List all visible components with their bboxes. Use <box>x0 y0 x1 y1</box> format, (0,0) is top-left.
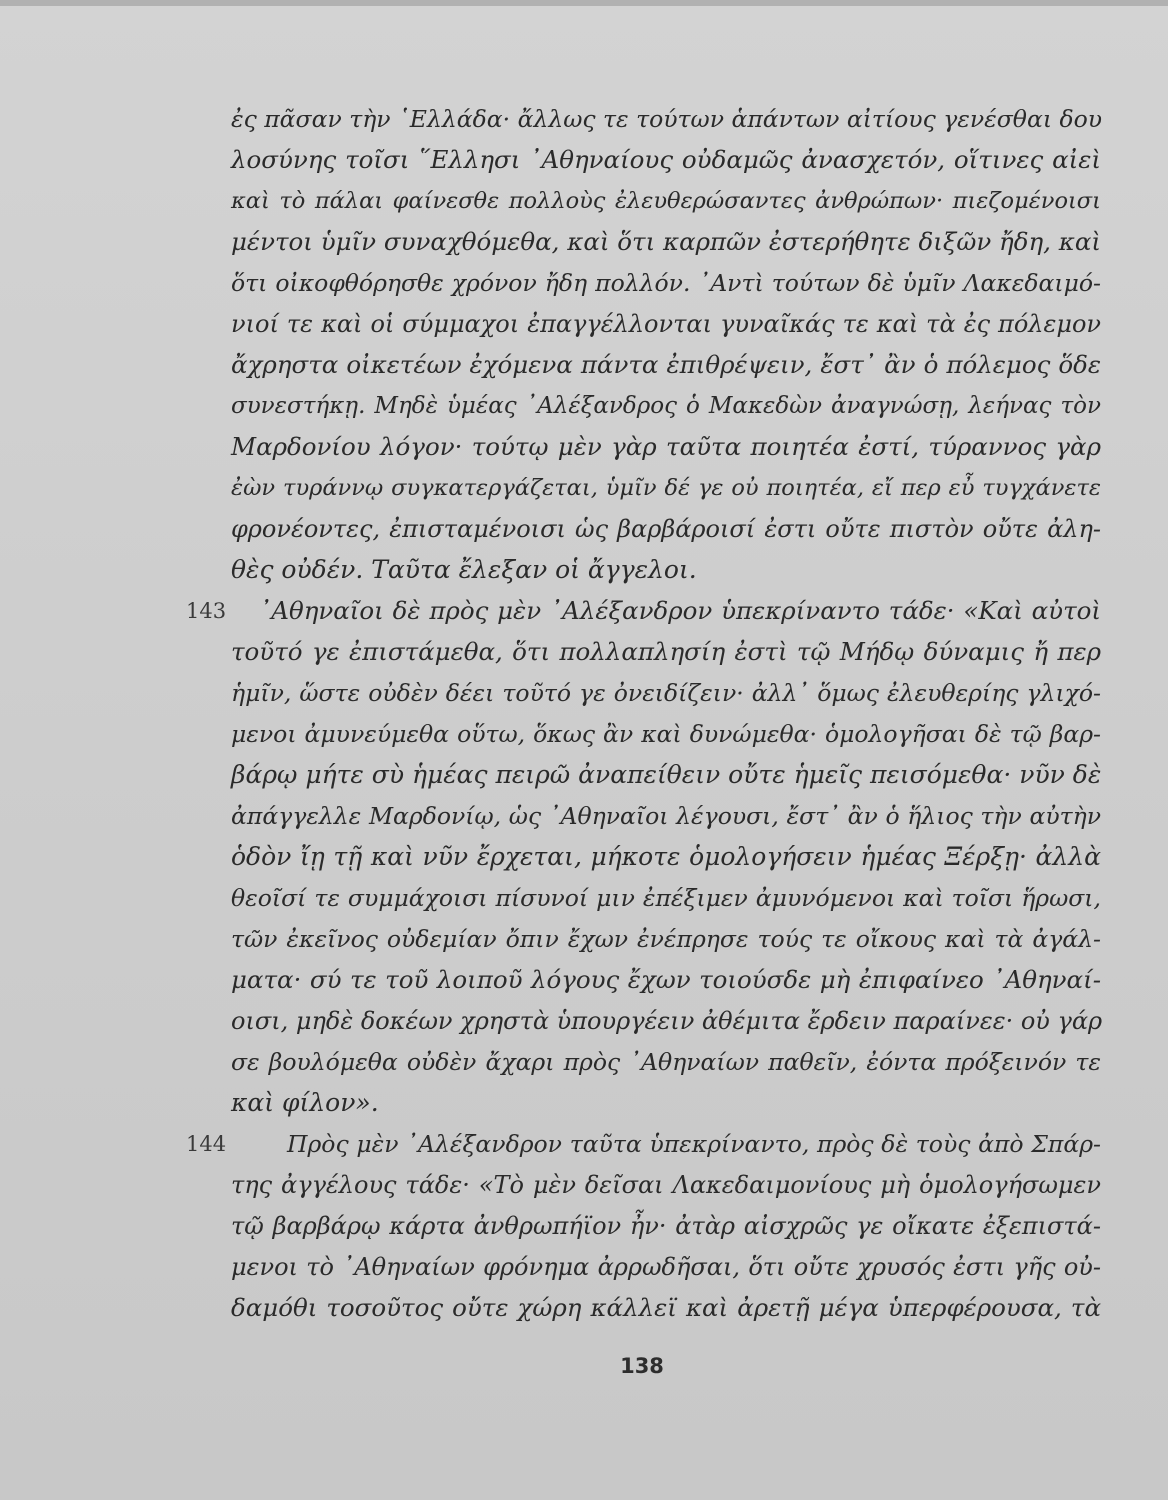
text-line: συνεστήκῃ. Μηδὲ ὑμέας ᾿Αλέξανδρος ὁ Μακεδὼν ἀναγνώσῃ, λεήνας τὸν <box>231 393 1101 419</box>
text-line: ἄχρηστα οἰκετέων ἐχόμενα πάντα ἐπιθρέψειν, ἔστ᾿ ἂν ὁ πόλεμος ὅδε <box>231 350 1101 379</box>
text-line: τοῦτό γε ἐπιστάμεθα, ὅτι πολλαπλησίη ἐστὶ τῷ Μήδῳ δύναμις ἤ περ <box>231 637 1101 666</box>
text-line: λοσύνης τοῖσι ῞Ελλησι ᾿Αθηναίους οὐδαμῶς ἀνασχετόν, οἵτινες αἰεὶ <box>231 145 1101 174</box>
text-line: καὶ φίλον». <box>231 1088 379 1117</box>
text-line: δαμόθι τοσοῦτος οὔτε χώρη κάλλεϊ καὶ ἀρετῇ μέγα ὑπερφέρουσα, τὰ <box>231 1293 1101 1322</box>
text-line: ἐς πᾶσαν τὴν ῾Ελλάδα· ἄλλως τε τούτων ἁπάντων αἰτίους γενέσθαι δου <box>231 105 1103 133</box>
text-line: της ἀγγέλους τάδε· «Τὸ μὲν δεῖσαι Λακεδαιμονίους μὴ ὁμολογήσωμεν <box>231 1171 1101 1199</box>
text-line: τῶν ἐκεῖνος οὐδεμίαν ὄπιν ἔχων ἐνέπρησε τούς τε οἴκους καὶ τὰ ἀγάλ- <box>231 925 1101 953</box>
text-line: θὲς οὐδέν. Ταῦτα ἔλεξαν οἱ ἄγγελοι. <box>231 555 697 584</box>
page-top-edge <box>0 0 1168 6</box>
section-number-143: 143 <box>186 599 227 623</box>
section-number-144: 144 <box>186 1132 227 1156</box>
text-line: καὶ τὸ πάλαι φαίνεσθε πολλοὺς ἐλευθερώσαντες ἀνθρώπων· πιεζομένοισι <box>231 188 1101 214</box>
text-line: μενοι τὸ ᾿Αθηναίων φρόνημα ἀρρωδῆσαι, ὅτι οὔτε χρυσός ἐστι γῆς οὐ- <box>231 1253 1101 1281</box>
text-line: ὁδὸν ἴῃ τῇ καὶ νῦν ἔρχεται, μήκοτε ὁμολογήσειν ἡμέας Ξέρξῃ· ἀλλὰ <box>231 842 1101 871</box>
text-line: ὅτι οἰκοφθόρησθε χρόνον ἤδη πολλόν. ᾿Αντὶ τούτων δὲ ὑμῖν Λακεδαιμό- <box>231 269 1101 297</box>
text-line: ματα· σύ τε τοῦ λοιποῦ λόγους ἔχων τοιούσδε μὴ ἐπιφαίνεο ᾿Αθηναί- <box>231 965 1101 994</box>
text-line: τῷ βαρβάρῳ κάρτα ἀνθρωπήϊον ἦν· ἀτὰρ αἰσχρῶς γε οἴκατε ἐξεπιστά- <box>231 1212 1101 1240</box>
text-line: φρονέοντες, ἐπισταμένοισι ὡς βαρβάροισί ἐστι οὔτε πιστὸν οὔτε ἀλη- <box>231 515 1101 543</box>
text-line: μενοι ἀμυνεύμεθα οὕτω, ὅκως ἂν καὶ δυνώμεθα· ὁμολογῆσαι δὲ τῷ βαρ- <box>231 720 1101 748</box>
text-line: βάρῳ μήτε σὺ ἡμέας πειρῶ ἀναπείθειν οὔτε ἡμεῖς πεισόμεθα· νῦν δὲ <box>231 760 1102 789</box>
text-line: οισι, μηδὲ δοκέων χρηστὰ ὑπουργέειν ἀθέμιτα ἔρδειν παραίνεε· οὐ γάρ <box>231 1007 1103 1035</box>
text-line: θεοῖσί τε συμμάχοισι πίσυνοί μιν ἐπέξιμεν ἀμυνόμενοι καὶ τοῖσι ἥρωσι, <box>231 884 1101 912</box>
text-line: Πρὸς μὲν ᾿Αλέξανδρον ταῦτα ὑπεκρίναντο, πρὸς δὲ τοὺς ἀπὸ Σπάρ- <box>287 1130 1101 1158</box>
text-line: ἡμῖν, ὥστε οὐδὲν δέει τοῦτό γε ὀνειδίζειν· ἀλλ᾿ ὅμως ἐλευθερίης γλιχό- <box>231 679 1101 707</box>
page-number: 138 <box>620 1354 664 1378</box>
text-line: ἀπάγγελλε Μαρδονίῳ, ὡς ᾿Αθηναῖοι λέγουσι, ἔστ᾿ ἂν ὁ ἥλιος τὴν αὐτὴν <box>231 802 1101 830</box>
text-line: μέντοι ὑμῖν συναχθόμεθα, καὶ ὅτι καρπῶν ἐστερήθητε διξῶν ἤδη, καὶ <box>231 227 1101 256</box>
text-line: νιοί τε καὶ οἱ σύμμαχοι ἐπαγγέλλονται γυναῖκάς τε καὶ τὰ ἐς πόλεμον <box>231 310 1101 338</box>
text-line: ἐὼν τυράννῳ συγκατεργάζεται, ὑμῖν δέ γε οὐ ποιητέα, εἴ περ εὖ τυγχάνετε <box>231 475 1101 501</box>
text-line: Μαρδονίου λόγον· τούτῳ μὲν γὰρ ταῦτα ποιητέα ἐστί, τύραννος γὰρ <box>231 432 1101 461</box>
text-line: σε βουλόμεθα οὐδὲν ἄχαρι πρὸς ᾿Αθηναίων παθεῖν, ἐόντα πρόξεινόν τε <box>231 1048 1101 1076</box>
text-line: ᾿Αθηναῖοι δὲ πρὸς μὲν ᾿Αλέξανδρον ὑπεκρίναντο τάδε· «Καὶ αὐτοὶ <box>259 596 1101 625</box>
